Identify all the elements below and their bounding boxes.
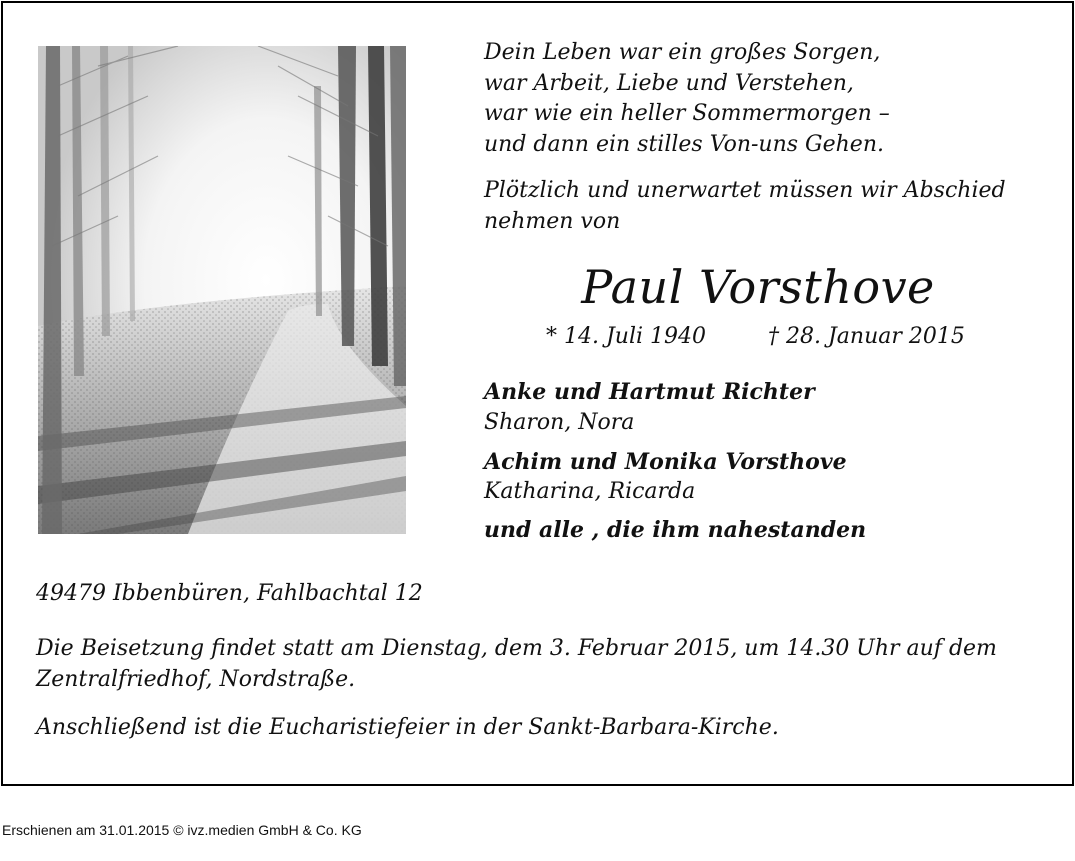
poem-line: Dein Leben war ein großes Sorgen,	[484, 40, 881, 65]
mourner-names: Achim und Monika Vorsthove	[484, 449, 847, 475]
deceased-name: Paul Vorsthove	[581, 260, 935, 314]
funeral-details: Die Beisetzung findet statt am Dienstag, dem 3. Februar 2015, um 14.30 Uhr auf dem Zentralfriedhof, Nordstraße.	[36, 636, 997, 692]
mourner-children: Sharon, Nora	[484, 410, 635, 435]
announcement-intro: Plötzlich und unerwartet müssen wir Abschied nehmen von	[484, 178, 1006, 234]
birth-date: * 14. Juli 1940	[546, 324, 707, 349]
poem-line: und dann ein stilles Von-uns Gehen.	[484, 131, 884, 157]
mourner-address: 49479 Ibbenbüren, Fahlbachtal 12	[36, 581, 423, 606]
mourner-children: Katharina, Ricarda	[484, 479, 696, 504]
poem-line: war Arbeit, Liebe und Verstehen,	[484, 70, 854, 96]
mourners-closing: und alle , die ihm nahestanden	[484, 517, 867, 543]
poem-line: war wie ein heller Sommermorgen –	[484, 101, 890, 126]
death-date: † 28. Januar 2015	[768, 324, 965, 349]
service-details: Anschließend ist die Eucharistiefeier in der Sankt-Barbara-Kirche.	[36, 715, 779, 740]
forest-path-photo	[38, 46, 406, 534]
memorial-poem	[484, 38, 1064, 160]
publication-footer: Erschienen am 31.01.2015 © ivz.medien GmbH & Co. KG	[2, 822, 362, 838]
mourner-names: Anke und Hartmut Richter	[484, 379, 815, 405]
